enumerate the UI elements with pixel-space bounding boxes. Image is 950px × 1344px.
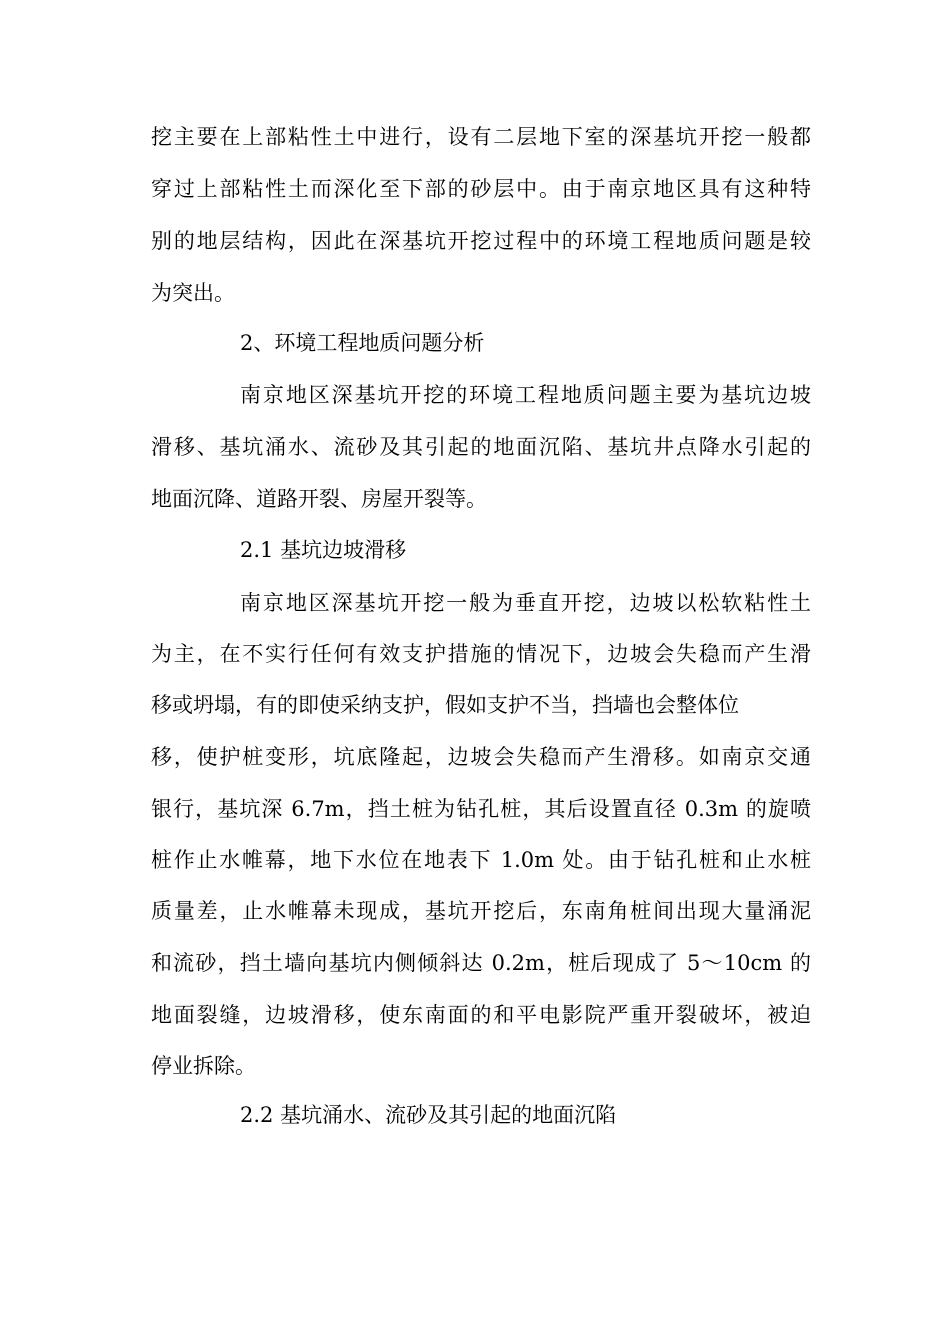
paragraph-3-line-7: 质量差，止水帷幕未现成，基坑开挖后，东南角桩间出现大量涌泥 bbox=[151, 899, 811, 923]
paragraph-1-line-4: 为突出。 bbox=[151, 281, 235, 305]
paragraph-1-line-3: 别的地层结构，因此在深基坑开挖过程中的环境工程地质问题是较 bbox=[151, 229, 811, 253]
paragraph-2-line-3: 地面沉降、道路开裂、房屋开裂等。 bbox=[151, 487, 487, 511]
section-heading-2-2: 2.2 基坑涌水、流砂及其引起的地面沉陷 bbox=[240, 1103, 617, 1127]
paragraph-3-line-8: 和流砂，挡土墙向基坑内侧倾斜达 0.2m，桩后现成了 5～10cm 的 bbox=[151, 951, 811, 975]
section-heading-2: 2、环境工程地质问题分析 bbox=[240, 331, 485, 355]
paragraph-3-line-9: 地面裂缝，边坡滑移，使东南面的和平电影院严重开裂破坏，被迫 bbox=[151, 1003, 811, 1027]
paragraph-3-line-10: 停业拆除。 bbox=[151, 1054, 256, 1078]
paragraph-3-line-4: 移，使护桩变形，坑底隆起，边坡会失稳而产生滑移。如南京交通 bbox=[151, 745, 811, 769]
paragraph-2-line-1: 南京地区深基坑开挖的环境工程地质问题主要为基坑边坡 bbox=[240, 383, 811, 407]
paragraph-2-line-2: 滑移、基坑涌水、流砂及其引起的地面沉陷、基坑井点降水引起的 bbox=[151, 435, 811, 459]
paragraph-1-line-2: 穿过上部粘性土而深化至下部的砂层中。由于南京地区具有这种特 bbox=[151, 177, 811, 201]
paragraph-3-line-5: 银行，基坑深 6.7m，挡土桩为钻孔桩，其后设置直径 0.3m 的旋喷 bbox=[151, 797, 811, 821]
paragraph-1-line-1: 挖主要在上部粘性土中进行，设有二层地下室的深基坑开挖一般都 bbox=[151, 125, 811, 149]
paragraph-3-line-2: 为主，在不实行任何有效支护措施的情况下，边坡会失稳而产生滑 bbox=[151, 642, 811, 666]
paragraph-3-line-1: 南京地区深基坑开挖一般为垂直开挖，边坡以松软粘性土 bbox=[240, 591, 811, 615]
paragraph-3-line-6: 桩作止水帷幕，地下水位在地表下 1.0m 处。由于钻孔桩和止水桩 bbox=[151, 848, 811, 872]
section-heading-2-1: 2.1 基坑边坡滑移 bbox=[240, 538, 407, 562]
paragraph-3-line-3: 移或坍塌，有的即使采纳支护，假如支护不当，挡墙也会整体位 bbox=[151, 693, 739, 717]
